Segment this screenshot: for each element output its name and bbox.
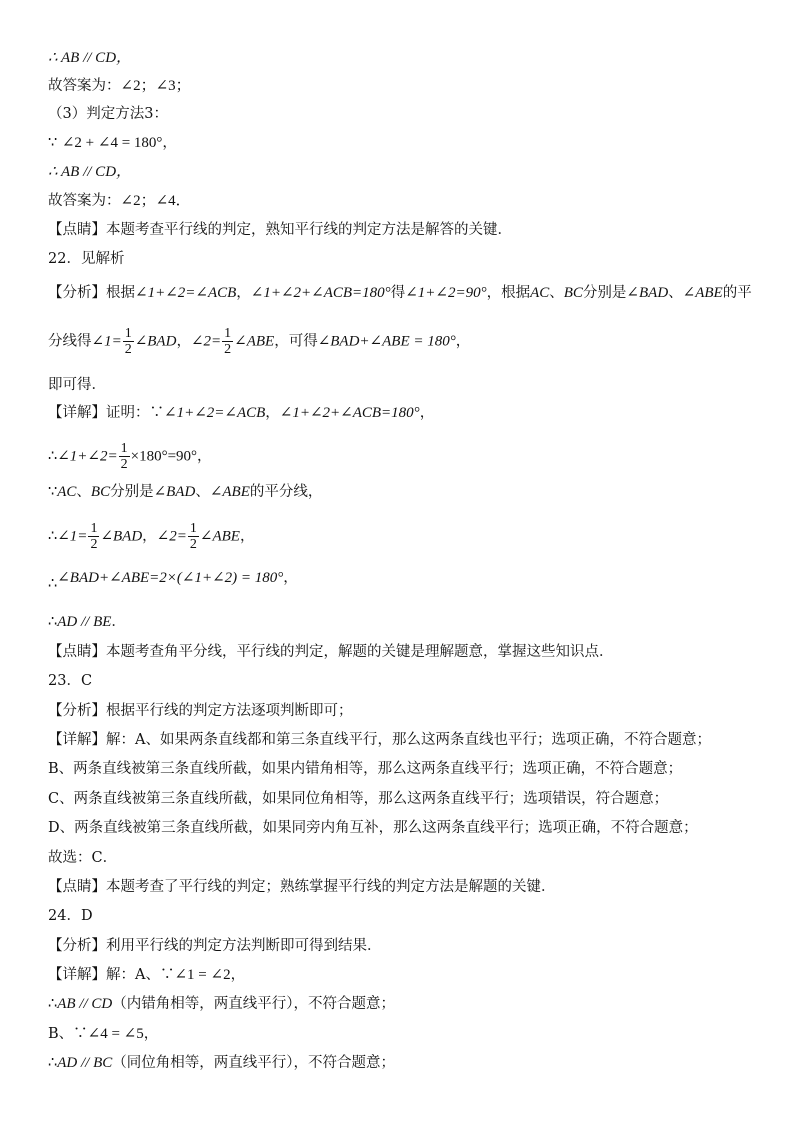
line-32: ∴AD // BC（同位角相等，两直线平行），不符合题意；: [48, 1055, 395, 1071]
line-17: ∴AD // BE．: [48, 614, 126, 630]
line-16: ∴∠BAD+∠ABE=2×(∠1+∠2) = 180°，: [48, 570, 298, 592]
line-13: ∴∠1+∠2= $\frac{1}{2}$ ×180°=90°，: [48, 441, 212, 472]
line-25: 故选：C．: [48, 850, 118, 866]
fraction-half: $\frac{1}{2}$: [189, 521, 197, 552]
line-22: B、两条直线被第三条直线所截，如果内错角相等，那么这两条直线平行；选项正确，不符合题意；: [48, 761, 683, 777]
line-11: 即可得．: [48, 377, 106, 393]
line-27: 24．D: [48, 908, 93, 924]
line-24: D、两条直线被第三条直线所截，如果同旁内角互补，那么这两条直线平行；选项正确，不符合题意；: [48, 820, 698, 836]
line-21: 【详解】解：A、如果两条直线都和第三条直线平行，那么这两条直线也平行；选项正确，不符合题意；: [48, 732, 711, 748]
line-3: （3）判定方法3：: [48, 106, 168, 122]
fraction-half: $\frac{1}{2}$: [224, 326, 232, 357]
line-6: 故答案为：∠2；∠4．: [48, 193, 191, 209]
line-5: ∴ AB // CD，: [48, 164, 132, 180]
line-2: 故答案为：∠2；∠3；: [48, 78, 191, 94]
line-30: ∴AB // CD（内错角相等，两直线平行），不符合题意；: [48, 996, 395, 1012]
line-12: 【详解】证明：∵∠1+∠2=∠ACB，∠1+∠2+∠ACB=180°，: [48, 405, 435, 421]
fraction-half: $\frac{1}{2}$: [90, 521, 98, 552]
line-26: 【点睛】本题考查了平行线的判定；熟练掌握平行线的判定方法是解题的关键．: [48, 879, 556, 895]
line-1: ∴ AB // CD，: [48, 50, 132, 66]
line-10: 分线得∠1= $\frac{1}{2}$ ∠BAD，∠2= $\frac{1}{2}$ ∠ABE，可得∠BAD+∠ABE = 180°，: [48, 326, 471, 357]
fraction-half: $\frac{1}{2}$: [124, 326, 132, 357]
line-7: 【点睛】本题考查平行线的判定，熟知平行线的判定方法是解答的关键．: [48, 222, 512, 238]
line-28: 【分析】利用平行线的判定方法判断即可得到结果．: [48, 938, 382, 954]
line-23: C、两条直线被第三条直线所截，如果同位角相等，那么这两条直线平行；选项错误，符合题意；: [48, 791, 669, 807]
line-14: ∵AC、BC分别是∠BAD、∠ABE的平分线，: [48, 484, 323, 500]
line-18: 【点睛】本题考查角平分线，平行线的判定，解题的关键是理解题意，掌握这些知识点．: [48, 644, 614, 660]
line-29: 【详解】解：A、∵∠1 = ∠2，: [48, 967, 246, 983]
line-31: B、∵∠4 = ∠5，: [48, 1026, 159, 1042]
fraction-half: $\frac{1}{2}$: [120, 441, 128, 472]
line-15: ∴∠1= $\frac{1}{2}$ ∠BAD，∠2= $\frac{1}{2}$ ∠ABE，: [48, 521, 255, 552]
line-8: 22．见解析: [48, 251, 125, 267]
line-4: ∵ ∠2 + ∠4 = 180°，: [48, 135, 177, 151]
line-19: 23．C: [48, 673, 93, 689]
line-9: 【分析】根据∠1+∠2=∠ACB，∠1+∠2+∠ACB=180°得∠1+∠2=90°，根据AC、BC分别是∠BAD、∠ABE的平: [48, 285, 752, 301]
line-20: 【分析】根据平行线的判定方法逐项判断即可；: [48, 703, 353, 719]
